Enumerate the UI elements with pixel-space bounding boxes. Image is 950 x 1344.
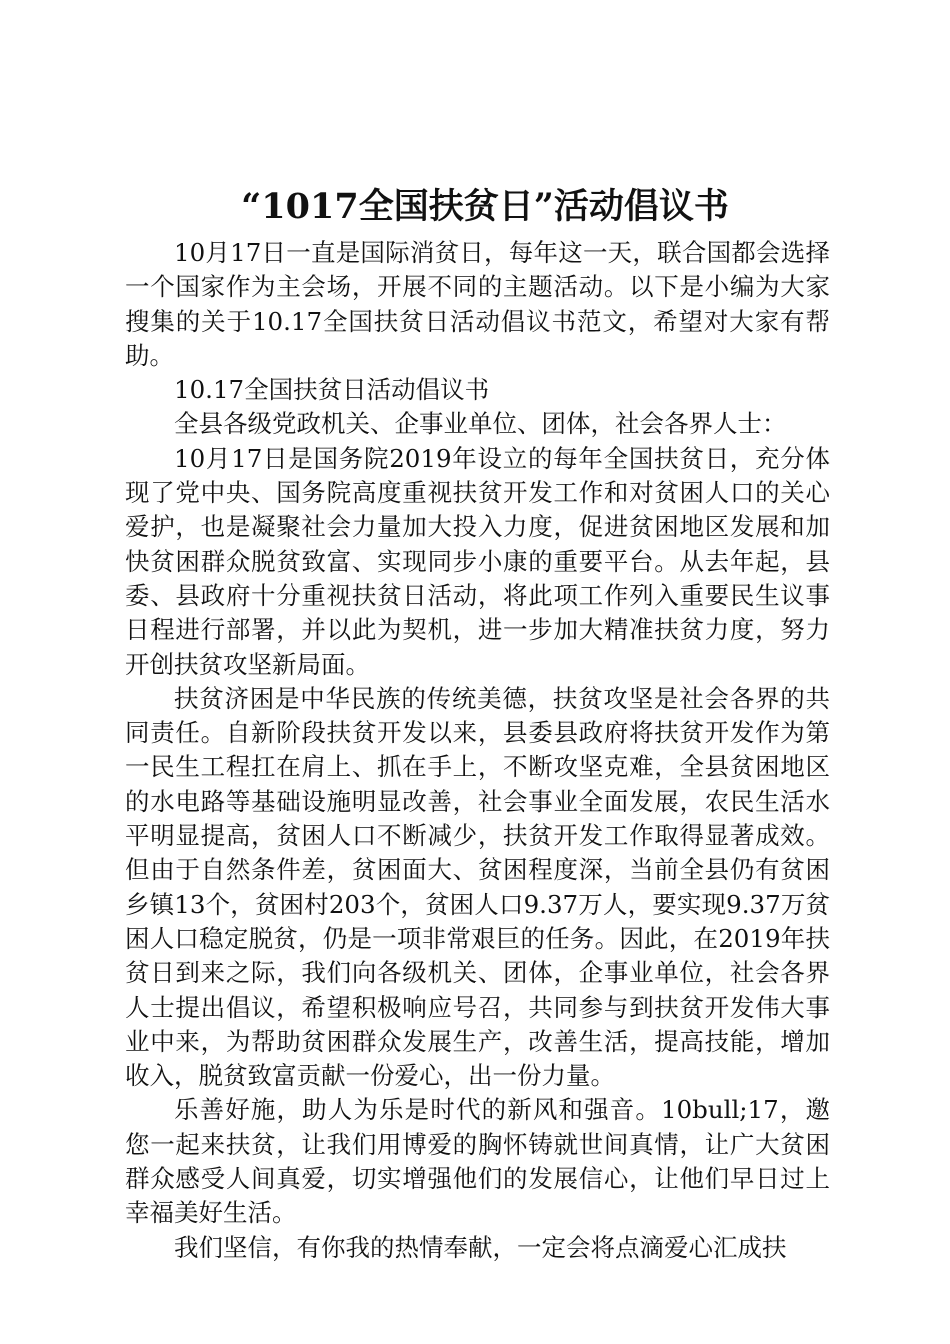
- document-body: [125, 236, 830, 1265]
- paragraph-invitation: 乐善好施，助人为乐是时代的新风和强音。10bull;17，邀您一起来扶贫，让我们用博爱的胸怀铸就世间真情，让广大贫困群众感受人间真爱，切实增强他们的发展信心，让他们早日过上幸福美好生活。: [125, 1095, 830, 1228]
- paragraph-salutation: 全县各级党政机关、企事业单位、团体，社会各界人士：: [174, 409, 787, 439]
- paragraph-intro: 10月17日一直是国际消贫日，每年这一天，联合国都会选择一个国家作为主会场，开展不同的主题活动。以下是小编为大家搜集的关于10.17全国扶贫日活动倡议书范文，希望对大家有帮助。: [125, 238, 830, 370]
- paragraph-closing: 我们坚信，有你我的热情奉献，一定会将点滴爱心汇成扶: [174, 1232, 787, 1262]
- paragraph-appeal: 扶贫济困是中华民族的传统美德，扶贫攻坚是社会各界的共同责任。自新阶段扶贫开发以来，县委县政府将扶贫开发作为第一民生工程扛在肩上、抓在手上，不断攻坚克难，全县贫困地区的水电路等基础设施明显改善，社会事业全面发展，农民生活水平明显提高，贫困人口不断减少，扶贫开发工作取得显著成效。但由于自然条件差，贫困面大、贫困程度深，当前全县仍有贫困乡镇13个，贫困村203个，贫困人口9.37万人，要实现9.37万贫困人口稳定脱贫，仍是一项非常艰巨的任务。因此，在2019年扶贫日到来之际，我们向各级机关、团体，企事业单位，社会各界人士提出倡议，希望积极响应号召，共同参与到扶贫开发伟大事业中来，为帮助贫困群众发展生产，改善生活，提高技能，增加收入，脱贫致富贡献一份爱心，出一份力量。: [125, 683, 830, 1091]
- paragraph-background: 10月17日是国务院2019年设立的每年全国扶贫日，充分体现了党中央、国务院高度重视扶贫开发工作和对贫困人口的关心爱护，也是凝聚社会力量加大投入力度，促进贫困地区发展和加快贫困群众脱贫致富、实现同步小康的重要平台。从去年起，县委、县政府十分重视扶贫日活动，将此项工作列入重要民生议事日程进行部署，并以此为契机，进一步加大精准扶贫力度，努力开创扶贫攻坚新局面。: [125, 443, 830, 679]
- document-title: “1017全国扶贫日”活动倡议书: [241, 186, 729, 227]
- paragraph-subtitle: 10.17全国扶贫日活动倡议书: [174, 375, 490, 405]
